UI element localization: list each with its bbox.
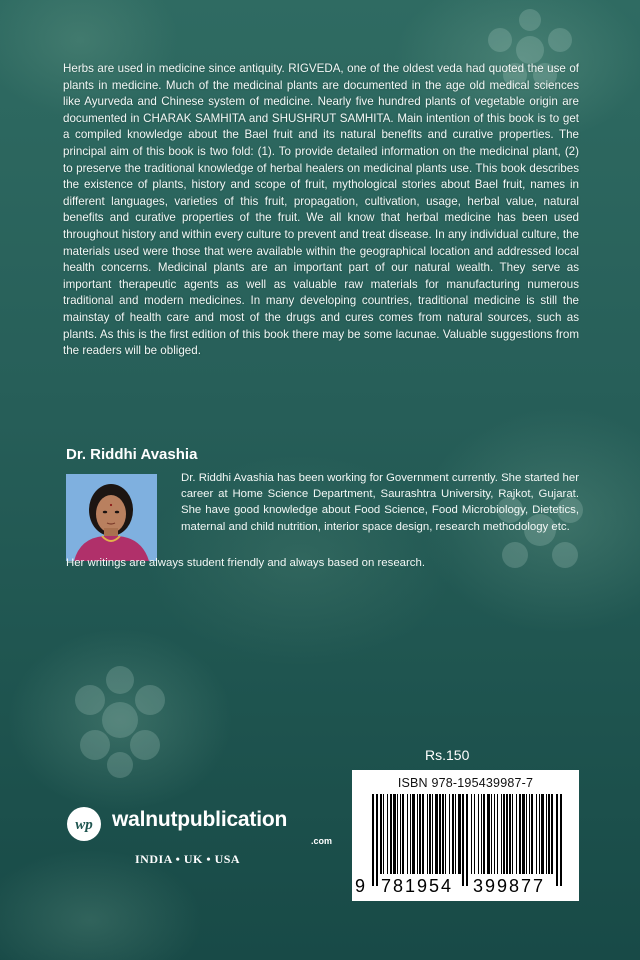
- barcode-bar: [452, 794, 454, 874]
- barcode-bar: [449, 794, 450, 874]
- barcode-bar: [541, 794, 544, 874]
- barcode-bar: [526, 794, 527, 874]
- author-photo: [66, 474, 157, 561]
- barcode-bar: [419, 794, 421, 874]
- barcode-bar: [458, 794, 461, 874]
- barcode-bar: [512, 794, 513, 874]
- barcode-guard-bar: [556, 794, 558, 886]
- barcode-digits-left: 781954: [381, 876, 454, 896]
- barcode-guard-bar: [462, 794, 464, 886]
- barcode-bar: [412, 794, 415, 874]
- barcode-guard-bar: [372, 794, 374, 886]
- barcode-bar: [483, 794, 485, 874]
- barcode-digit-first: 9: [355, 876, 366, 896]
- barcode-bar: [519, 794, 521, 874]
- barcode-bars: [360, 794, 571, 886]
- barcode-digits: [352, 876, 579, 898]
- barcode-bar: [478, 794, 479, 874]
- book-description: Herbs are used in medicine since antiquity. RIGVEDA, one of the oldest veda had quoted the use of plants in medicine. Much of the medicinal plants are documented in the age old medical sciences like Ayurveda and Chinese system of medicine. Nearly five hundred plants of vegetable origin are documented in CHARAK SAMHITA and SHUSHRUT SAMHITA. Main intention of this book is to get a compiled knowledge about the Bael fruit and its natural benefits and curative properties. The principal aim of this book is two fold: (1). To provide detailed information on the medicinal plant, (2) to preserve the traditional knowledge of herbal healers on medicinal plants use. This book describes the existence of plants, history and scope of fruit, mythological stories about Bael fruit, names in different languages, varieties of this fruit, propagation, cultivation, usage, herbal value, natural benefits and curative properties of the fruit. We all know that herbal medicine has been used throughout history and within every culture to prevent and treat disease. In any individual culture, the materials used were those that were available within the geographical location and addressed local health concerns. Medicinal plants are an important part of our natural wealth. They serve as important therapeutic agents as well as valuable raw materials for manufacturing numerous traditional and modern medicines. In many developing countries, traditional medicine is still the mainstay of health care and most of the drugs and cures comes from natural sources, such as plants. As this is the first edition of this book there may be some lacunae. Valuable suggestions from the readers will be obliged.: [63, 62, 579, 358]
- barcode-bar: [487, 794, 490, 874]
- publisher-domain: .com: [311, 836, 333, 846]
- barcode-bar: [387, 794, 388, 874]
- barcode-bar: [531, 794, 533, 874]
- publisher-name: walnutpublication: [112, 808, 288, 831]
- publisher-logo-icon: [66, 806, 102, 842]
- barcode-bar: [503, 794, 505, 874]
- barcode-bar: [417, 794, 418, 874]
- author-note: Her writings are always student friendly and always based on research.: [66, 557, 425, 569]
- barcode-bar: [435, 794, 438, 874]
- barcode-bar: [439, 794, 441, 874]
- barcode-bar: [429, 794, 431, 874]
- barcode-bar: [427, 794, 428, 874]
- barcode-guard-bar: [466, 794, 468, 886]
- barcode-bar: [471, 794, 472, 874]
- barcode-bar: [380, 794, 382, 874]
- isbn-barcode: [352, 770, 579, 901]
- barcode-bar: [494, 794, 495, 874]
- barcode-bar: [393, 794, 396, 874]
- barcode-bar: [536, 794, 537, 874]
- barcode-bar: [432, 794, 433, 874]
- barcode-bar: [509, 794, 511, 874]
- barcode-bar: [400, 794, 401, 874]
- barcode-bar: [516, 794, 517, 874]
- publisher-logo-text: wp: [75, 817, 93, 833]
- barcode-bar: [442, 794, 444, 874]
- isbn-number: ISBN 978-195439987-7: [397, 776, 534, 790]
- barcode-bar: [383, 794, 384, 874]
- barcode-bar: [522, 794, 525, 874]
- barcode-bar: [445, 794, 446, 874]
- barcode-bar: [529, 794, 530, 874]
- barcode-bar: [455, 794, 456, 874]
- barcode-bar: [506, 794, 508, 874]
- barcode-bar: [410, 794, 411, 874]
- publisher-regions: INDIA • UK • USA: [135, 852, 241, 866]
- flower-decoration: [0, 620, 240, 820]
- barcode-bar: [390, 794, 392, 874]
- barcode-bar: [548, 794, 550, 874]
- author-name: Dr. Riddhi Avashia: [66, 446, 198, 463]
- barcode-bar: [481, 794, 482, 874]
- barcode-guard-bar: [560, 794, 562, 886]
- barcode-bar: [491, 794, 492, 874]
- price-label: Rs.150: [425, 747, 470, 763]
- barcode-bar: [539, 794, 540, 874]
- barcode-bar: [497, 794, 498, 874]
- barcode-guard-bar: [376, 794, 378, 886]
- barcode-bar: [407, 794, 408, 874]
- barcode-bar: [501, 794, 502, 874]
- barcode-bar: [402, 794, 404, 874]
- barcode-digits-right: 399877: [473, 876, 546, 896]
- barcode-bar: [551, 794, 553, 874]
- barcode-bar: [397, 794, 398, 874]
- author-bio: Dr. Riddhi Avashia has been working for Government currently. She started her career at Home Science Department, Saurashtra University, Rajkot, Gujarat. She have good knowledge about Food Science, Food Microbiology, Dietetics, maternal and child nutrition, interior space design, research methodology etc.: [181, 472, 579, 533]
- barcode-bar: [422, 794, 424, 874]
- barcode-bar: [546, 794, 547, 874]
- barcode-bar: [474, 794, 475, 874]
